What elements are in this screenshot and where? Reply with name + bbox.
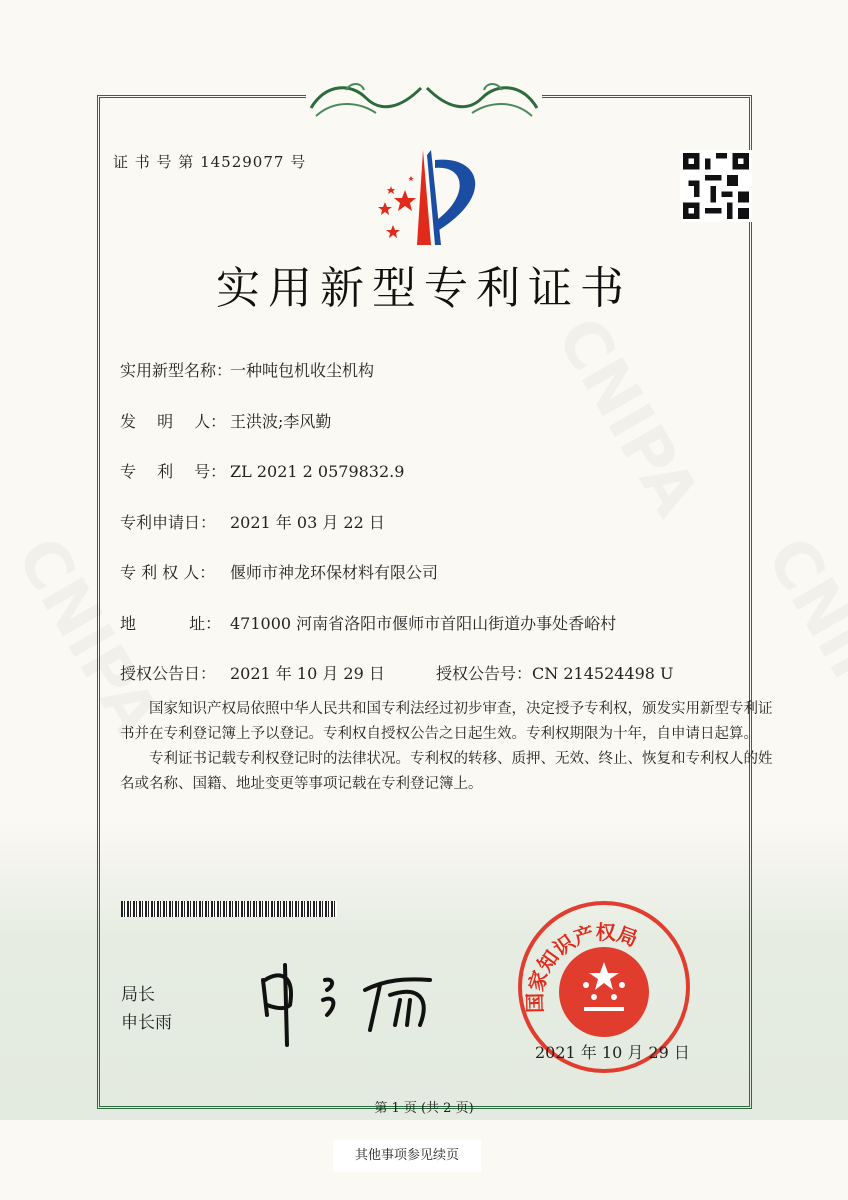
field-value: 471000 河南省洛阳市偃师市首阳山街道办事处香峪村 [230,614,617,633]
seal-text: 国家知识产权局 [522,920,641,1014]
continuation-note: 其他事项参见续页 [333,1140,481,1172]
certificate-statement [120,697,775,797]
field-value: ZL 2021 2 0579832.9 [230,462,405,481]
statement-paragraph: 专利证书记载专利权登记时的法律状况。专利权的转移、质押、无效、终止、恢复和专利权人的姓名或名称、国籍、地址变更等事项记载在专利登记簿上。 [120,751,773,792]
field-label: 专利申请日： [120,513,217,532]
field-utility-model-name [120,358,374,381]
page-indicator: 第 1 页 (共 2 页) [374,1101,474,1116]
certificate-number: 证 书 号 第 14529077 号 [113,153,307,171]
field-patent-number [120,459,404,482]
field-value: 2021 年 03 月 22 日 [230,513,385,532]
field-address [120,611,616,634]
certificate-title: 实用新型专利证书 [216,263,632,314]
field-label: 地 址： [120,614,222,633]
director-signature-icon [255,960,445,1054]
barcode [121,901,337,917]
field-value: 一种吨包机收尘机构 [230,361,375,380]
field-label: 专 利 号： [120,462,227,481]
field-label: 实用新型名称： [120,361,233,380]
qr-code [680,150,752,222]
field-grant-date [120,661,385,684]
director-name: 申长雨 [121,1013,172,1033]
field-value: 王洪波;李风勤 [230,412,332,431]
ornament-right-icon [422,78,542,122]
cnipa-logo-icon [365,150,490,245]
field-label: 专 利 权 人： [120,563,216,582]
field-patentee [120,560,438,583]
ornament-left-icon [306,78,426,122]
seal-date: 2021 年 10 月 29 日 [535,1043,690,1062]
field-value: CN 214524498 U [532,664,674,683]
statement-paragraph: 国家知识产权局依照中华人民共和国专利法经过初步审查，决定授予专利权，颁发实用新型专利证书并在专利登记簿上予以登记。专利权自授权公告之日起生效。专利权期限为十年，自申请日起算。 [120,701,773,742]
field-label: 授权公告号： [436,664,533,683]
director-title: 局长 [121,985,155,1005]
field-value: 偃师市神龙环保材料有限公司 [230,563,439,582]
field-label: 发 明 人： [120,412,227,431]
field-application-date [120,510,385,533]
field-value: 2021 年 10 月 29 日 [230,664,385,683]
field-grant-number [436,661,674,684]
field-inventors [120,409,331,432]
field-label: 授权公告日： [120,664,217,683]
